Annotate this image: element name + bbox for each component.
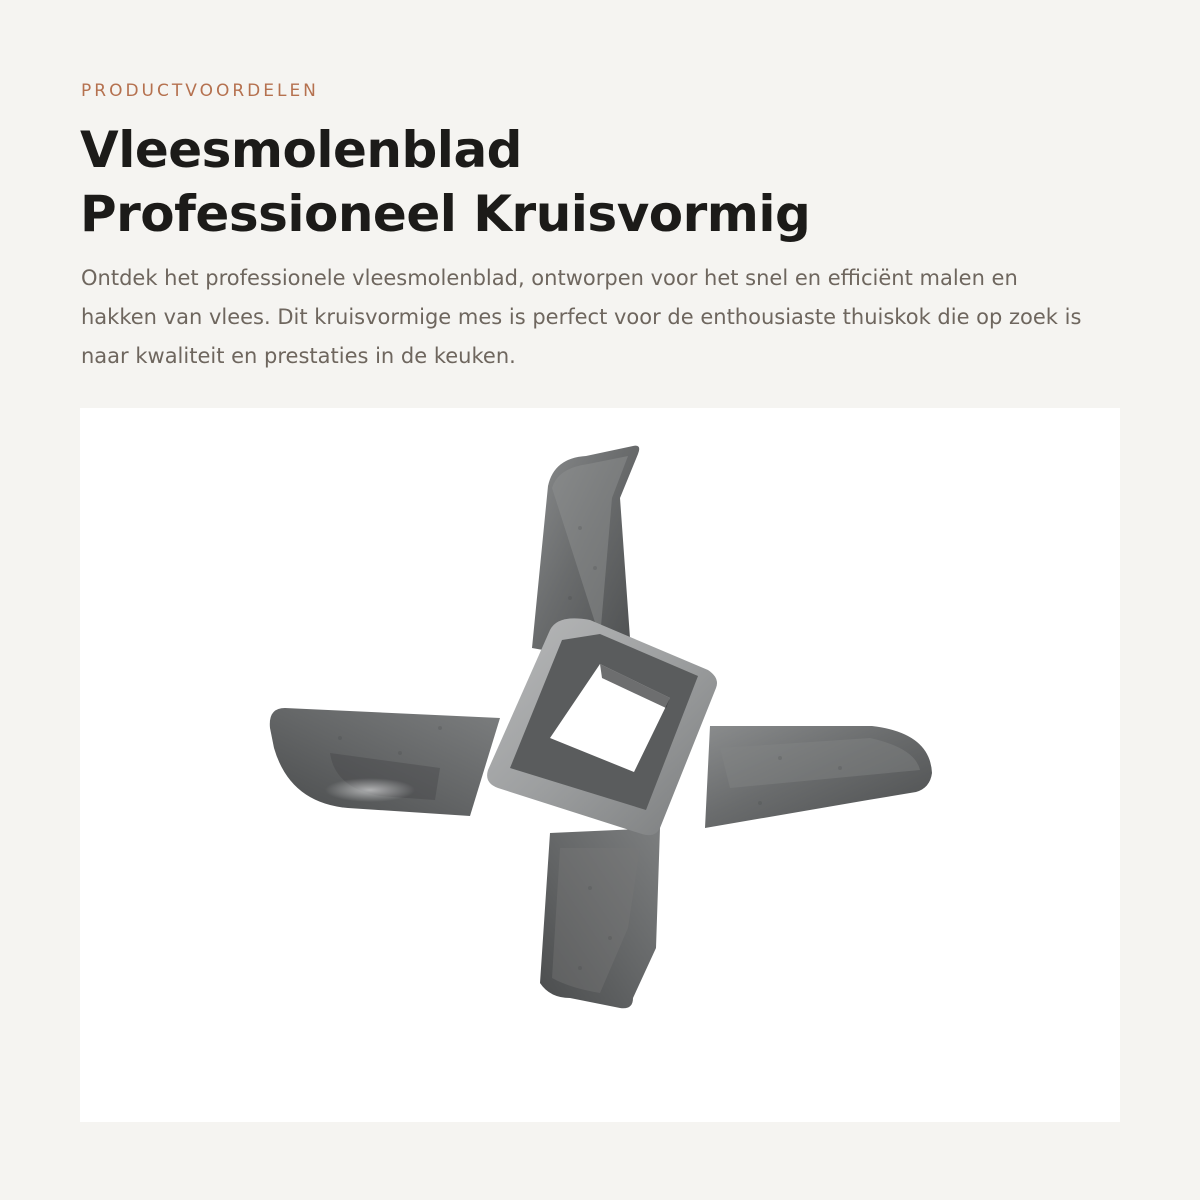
page-title-line-1: Vleesmolenblad (80, 121, 522, 179)
product-image (80, 408, 1120, 1122)
grinder-blade-illustration (80, 408, 1120, 1122)
product-description: Ontdek het professionele vleesmolenblad, ontworpen voor het snel en efficiënt malen en hakken van vlees. Dit kruisvormige mes is perfect voor de enthousiaste thuiskok die op zoek is naar kwaliteit en prestaties in de keuken. (81, 266, 1082, 368)
page-title-line-2: Professioneel Kruisvormig (80, 185, 811, 243)
page-title (80, 118, 810, 246)
eyebrow-label: PRODUCTVOORDELEN (81, 81, 319, 101)
